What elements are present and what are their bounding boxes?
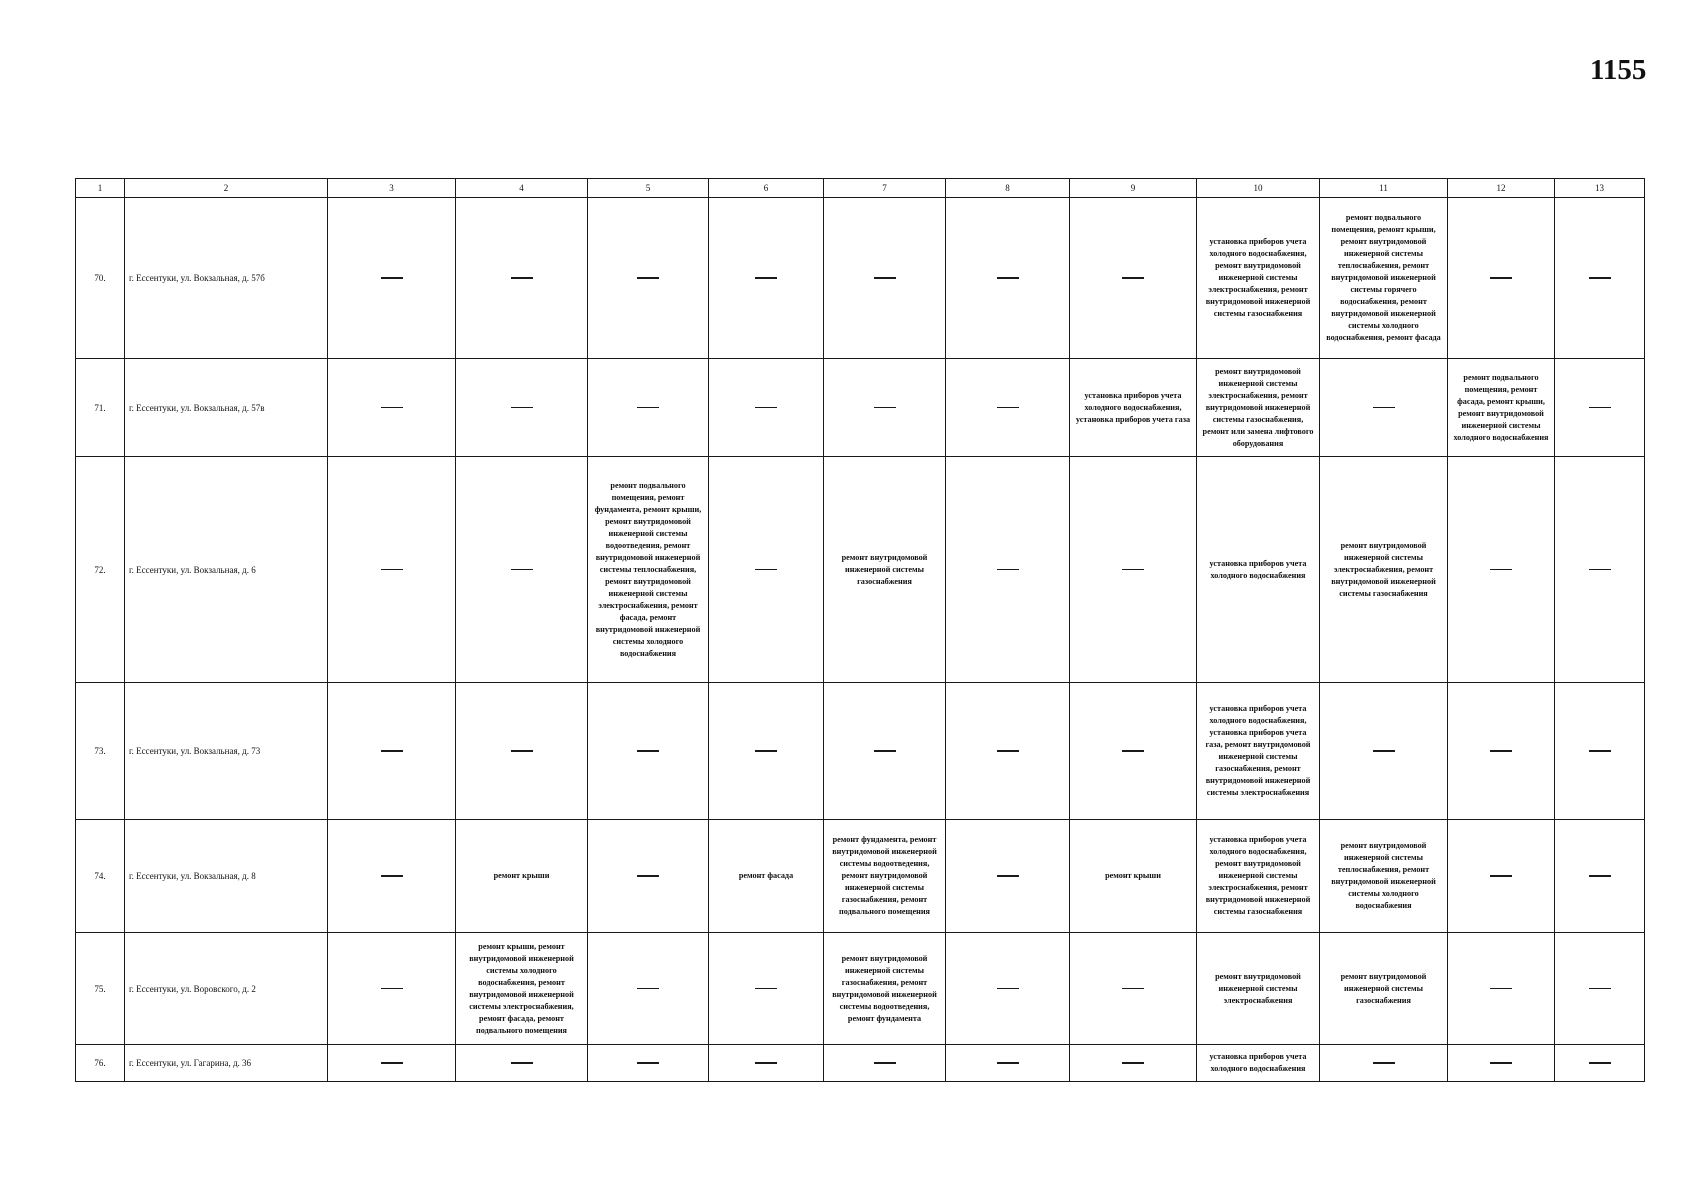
dash-mark — [511, 277, 533, 279]
dash-mark — [874, 277, 896, 279]
column-number-header: 12 — [1448, 179, 1555, 198]
dash-mark — [1589, 988, 1611, 990]
empty-dash-cell — [709, 933, 824, 1045]
empty-dash-cell — [824, 1045, 946, 1082]
dash-mark — [1373, 407, 1395, 409]
dash-mark — [997, 875, 1019, 877]
empty-dash-cell — [456, 683, 588, 820]
column-number-header: 9 — [1070, 179, 1197, 198]
table-row — [76, 1045, 1645, 1082]
row-number-cell: 74. — [76, 820, 125, 933]
empty-dash-cell — [1555, 820, 1645, 933]
column-number-header: 7 — [824, 179, 946, 198]
dash-mark — [1122, 569, 1144, 571]
column-number-header: 6 — [709, 179, 824, 198]
work-description-cell: установка приборов учета холодного водоснабжения, ремонт внутридомовой инженерной системы электроснабжения, ремонт внутридомовой инженерной системы газоснабжения — [1197, 198, 1320, 359]
work-description-cell: установка приборов учета холодного водоснабжения, ремонт внутридомовой инженерной системы электроснабжения, ремонт внутридомовой инженерной системы газоснабжения — [1197, 820, 1320, 933]
address-cell: г. Ессентуки, ул. Гагарина, д. 36 — [125, 1045, 328, 1082]
dash-mark — [1490, 988, 1512, 990]
work-description-cell: установка приборов учета холодного водоснабжения — [1197, 1045, 1320, 1082]
empty-dash-cell — [1448, 933, 1555, 1045]
address-cell: г. Ессентуки, ул. Вокзальная, д. 8 — [125, 820, 328, 933]
empty-dash-cell — [328, 1045, 456, 1082]
empty-dash-cell — [588, 820, 709, 933]
dash-mark — [381, 1062, 403, 1064]
work-description-cell: ремонт внутридомовой инженерной системы электроснабжения, ремонт внутридомовой инженерной системы газоснабжения — [1320, 457, 1448, 683]
dash-mark — [381, 569, 403, 571]
work-description-cell: ремонт внутридомовой инженерной системы газоснабжения — [1320, 933, 1448, 1045]
empty-dash-cell — [1070, 198, 1197, 359]
empty-dash-cell — [709, 359, 824, 457]
empty-dash-cell — [588, 933, 709, 1045]
dash-mark — [1589, 569, 1611, 571]
empty-dash-cell — [1448, 198, 1555, 359]
dash-mark — [1122, 277, 1144, 279]
empty-dash-cell — [946, 1045, 1070, 1082]
dash-mark — [1490, 750, 1512, 752]
dash-mark — [1122, 1062, 1144, 1064]
dash-mark — [381, 988, 403, 990]
empty-dash-cell — [1555, 198, 1645, 359]
dash-mark — [381, 875, 403, 877]
address-cell: г. Ессентуки, ул. Вокзальная, д. 57в — [125, 359, 328, 457]
column-number-header: 1 — [76, 179, 125, 198]
dash-mark — [1589, 407, 1611, 409]
address-cell: г. Ессентуки, ул. Воровского, д. 2 — [125, 933, 328, 1045]
empty-dash-cell — [328, 933, 456, 1045]
dash-mark — [755, 277, 777, 279]
empty-dash-cell — [1555, 359, 1645, 457]
address-cell: г. Ессентуки, ул. Вокзальная, д. 73 — [125, 683, 328, 820]
empty-dash-cell — [709, 457, 824, 683]
work-description-cell: ремонт подвального помещения, ремонт крыши, ремонт внутридомовой инженерной системы теплоснабжения, ремонт внутридомовой инженерной системы горячего водоснабжения, ремонт внутридомовой инженерной системы холодного водоснабжения, ремонт фасада — [1320, 198, 1448, 359]
empty-dash-cell — [946, 457, 1070, 683]
dash-mark — [755, 1062, 777, 1064]
column-number-header: 8 — [946, 179, 1070, 198]
dash-mark — [755, 407, 777, 409]
empty-dash-cell — [456, 1045, 588, 1082]
dash-mark — [997, 277, 1019, 279]
work-description-cell: ремонт крыши, ремонт внутридомовой инженерной системы холодного водоснабжения, ремонт внутридомовой инженерной системы электроснабжения, ремонт фасада, ремонт подвального помещения — [456, 933, 588, 1045]
empty-dash-cell — [328, 457, 456, 683]
empty-dash-cell — [946, 933, 1070, 1045]
table-body — [76, 198, 1645, 1082]
row-number-cell: 76. — [76, 1045, 125, 1082]
empty-dash-cell — [1448, 457, 1555, 683]
empty-dash-cell — [1070, 457, 1197, 683]
dash-mark — [874, 750, 896, 752]
dash-mark — [997, 1062, 1019, 1064]
work-description-cell: ремонт внутридомовой инженерной системы теплоснабжения, ремонт внутридомовой инженерной системы холодного водоснабжения — [1320, 820, 1448, 933]
dash-mark — [637, 988, 659, 990]
row-number-cell: 73. — [76, 683, 125, 820]
dash-mark — [1589, 750, 1611, 752]
dash-mark — [1122, 750, 1144, 752]
dash-mark — [997, 569, 1019, 571]
empty-dash-cell — [946, 198, 1070, 359]
dash-mark — [511, 569, 533, 571]
dash-mark — [511, 407, 533, 409]
dash-mark — [1589, 1062, 1611, 1064]
table-row — [76, 457, 1645, 683]
dash-mark — [1122, 988, 1144, 990]
empty-dash-cell — [328, 683, 456, 820]
empty-dash-cell — [588, 1045, 709, 1082]
column-number-header: 13 — [1555, 179, 1645, 198]
empty-dash-cell — [328, 198, 456, 359]
work-description-cell: ремонт внутридомовой инженерной системы газоснабжения — [824, 457, 946, 683]
dash-mark — [1490, 569, 1512, 571]
work-description-cell: ремонт внутридомовой инженерной системы электроснабжения, ремонт внутридомовой инженерной системы газоснабжения, ремонт или замена лифтового оборудования — [1197, 359, 1320, 457]
dash-mark — [637, 1062, 659, 1064]
work-description-cell: ремонт внутридомовой инженерной системы электроснабжения — [1197, 933, 1320, 1045]
work-description-cell: ремонт внутридомовой инженерной системы газоснабжения, ремонт внутридомовой инженерной системы водоотведения, ремонт фундамента — [824, 933, 946, 1045]
column-number-header: 5 — [588, 179, 709, 198]
empty-dash-cell — [946, 820, 1070, 933]
work-description-cell: установка приборов учета холодного водоснабжения, установка приборов учета газа, ремонт внутридомовой инженерной системы газоснабжения, ремонт внутридомовой инженерной системы электроснабжения — [1197, 683, 1320, 820]
empty-dash-cell — [709, 1045, 824, 1082]
dash-mark — [637, 277, 659, 279]
address-cell: г. Ессентуки, ул. Вокзальная, д. 57б — [125, 198, 328, 359]
row-number-cell: 71. — [76, 359, 125, 457]
dash-mark — [1490, 277, 1512, 279]
column-number-header: 10 — [1197, 179, 1320, 198]
empty-dash-cell — [709, 198, 824, 359]
repair-schedule-table — [75, 178, 1645, 1082]
empty-dash-cell — [456, 198, 588, 359]
dash-mark — [997, 407, 1019, 409]
dash-mark — [1490, 875, 1512, 877]
dash-mark — [755, 569, 777, 571]
dash-mark — [755, 988, 777, 990]
dash-mark — [637, 407, 659, 409]
dash-mark — [874, 407, 896, 409]
empty-dash-cell — [1555, 683, 1645, 820]
dash-mark — [511, 750, 533, 752]
empty-dash-cell — [1070, 933, 1197, 1045]
empty-dash-cell — [709, 683, 824, 820]
empty-dash-cell — [588, 683, 709, 820]
work-description-cell: ремонт подвального помещения, ремонт фундамента, ремонт крыши, ремонт внутридомовой инженерной системы водоотведения, ремонт внутридомовой инженерной системы теплоснабжения, ремонт внутридомовой инженерной системы электроснабжения, ремонт фасада, ремонт внутридомовой инженерной системы холодного водоснабжения — [588, 457, 709, 683]
work-description-cell: ремонт подвального помещения, ремонт фасада, ремонт крыши, ремонт внутридомовой инженерной системы холодного водоснабжения — [1448, 359, 1555, 457]
empty-dash-cell — [456, 457, 588, 683]
empty-dash-cell — [824, 198, 946, 359]
work-description-cell: ремонт фасада — [709, 820, 824, 933]
row-number-cell: 75. — [76, 933, 125, 1045]
empty-dash-cell — [1448, 683, 1555, 820]
column-number-header: 4 — [456, 179, 588, 198]
dash-mark — [1589, 875, 1611, 877]
dash-mark — [381, 407, 403, 409]
empty-dash-cell — [588, 198, 709, 359]
repair-schedule-table-wrap — [75, 178, 1645, 1082]
table-row — [76, 198, 1645, 359]
dash-mark — [755, 750, 777, 752]
column-number-row — [76, 179, 1645, 198]
empty-dash-cell — [824, 359, 946, 457]
dash-mark — [1490, 1062, 1512, 1064]
dash-mark — [637, 875, 659, 877]
empty-dash-cell — [1448, 1045, 1555, 1082]
empty-dash-cell — [456, 359, 588, 457]
column-number-header: 2 — [125, 179, 328, 198]
work-description-cell: ремонт фундамента, ремонт внутридомовой инженерной системы водоотведения, ремонт внутридомовой инженерной системы газоснабжения, ремонт подвального помещения — [824, 820, 946, 933]
empty-dash-cell — [328, 359, 456, 457]
address-cell: г. Ессентуки, ул. Вокзальная, д. 6 — [125, 457, 328, 683]
work-description-cell: установка приборов учета холодного водоснабжения, установка приборов учета газа — [1070, 359, 1197, 457]
column-number-header: 3 — [328, 179, 456, 198]
dash-mark — [997, 750, 1019, 752]
dash-mark — [997, 988, 1019, 990]
dash-mark — [1589, 277, 1611, 279]
empty-dash-cell — [1320, 359, 1448, 457]
row-number-cell: 70. — [76, 198, 125, 359]
work-description-cell: установка приборов учета холодного водоснабжения — [1197, 457, 1320, 683]
empty-dash-cell — [824, 683, 946, 820]
empty-dash-cell — [1320, 683, 1448, 820]
empty-dash-cell — [946, 683, 1070, 820]
table-row — [76, 359, 1645, 457]
dash-mark — [874, 1062, 896, 1064]
empty-dash-cell — [588, 359, 709, 457]
page-number: 1155 — [1590, 54, 1647, 86]
dash-mark — [1373, 1062, 1395, 1064]
work-description-cell: ремонт крыши — [456, 820, 588, 933]
dash-mark — [1373, 750, 1395, 752]
dash-mark — [381, 750, 403, 752]
empty-dash-cell — [1320, 1045, 1448, 1082]
dash-mark — [511, 1062, 533, 1064]
empty-dash-cell — [1070, 1045, 1197, 1082]
table-row — [76, 820, 1645, 933]
table-row — [76, 683, 1645, 820]
work-description-cell: ремонт крыши — [1070, 820, 1197, 933]
empty-dash-cell — [1448, 820, 1555, 933]
empty-dash-cell — [1555, 1045, 1645, 1082]
empty-dash-cell — [946, 359, 1070, 457]
dash-mark — [381, 277, 403, 279]
empty-dash-cell — [1070, 683, 1197, 820]
empty-dash-cell — [1555, 457, 1645, 683]
empty-dash-cell — [328, 820, 456, 933]
row-number-cell: 72. — [76, 457, 125, 683]
column-number-header: 11 — [1320, 179, 1448, 198]
table-row — [76, 933, 1645, 1045]
empty-dash-cell — [1555, 933, 1645, 1045]
dash-mark — [637, 750, 659, 752]
